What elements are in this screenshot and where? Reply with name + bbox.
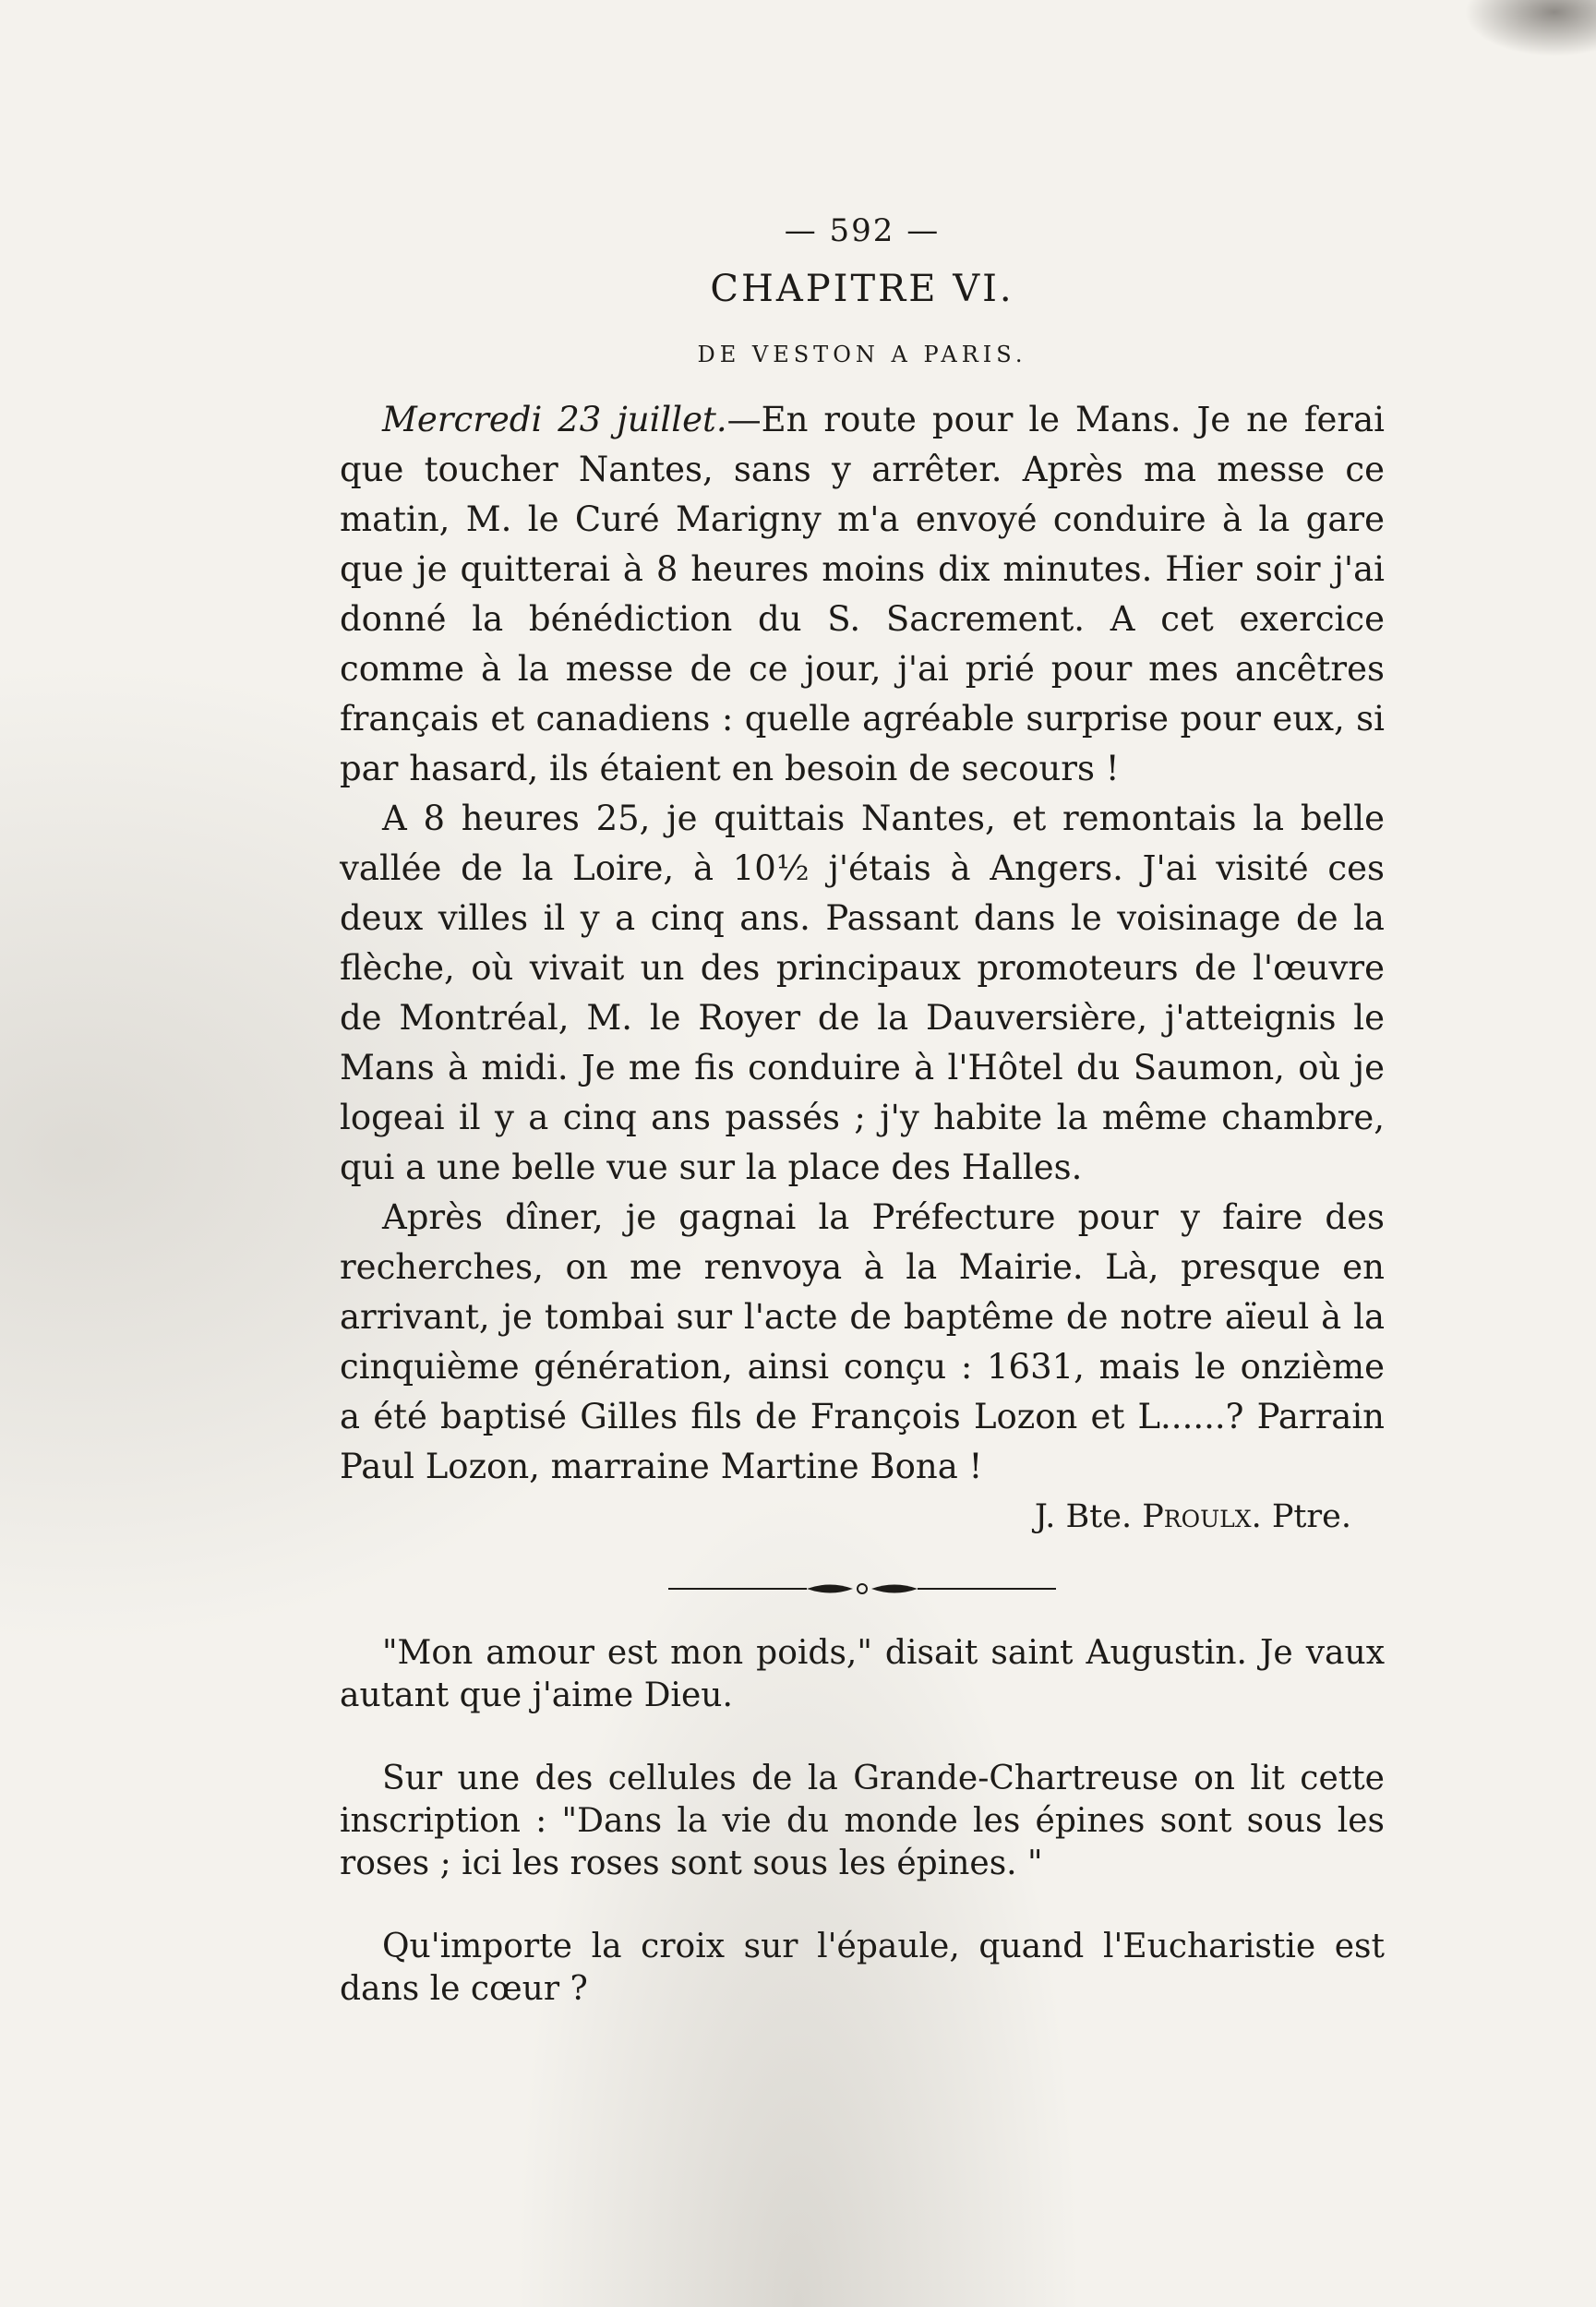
signature-suffix: . Ptre. [1251, 1498, 1351, 1535]
text-block [340, 194, 1385, 2011]
journal-paragraph-2: A 8 heures 25, je quittais Nantes, et remontais la belle vallée de la Loire, à 10½ j'étais à Angers. J'ai visité ces deux villes il y a cinq ans. Passant dans le voisinage de la flèche, où vivait un des principaux promoteurs de l'œuvre de Montréal, M. le Royer de la Dauversière, j'atteignis le Mans à midi. Je me fis conduire à l'Hôtel du Saumon, où je logeai il y a cinq ans passés ; j'y habite la même chambre, qui a une belle vue sur la place des Halles. [340, 799, 1385, 1187]
section-title: DE VESTON A PARIS. [697, 342, 1027, 367]
page-number: — 592 — [784, 212, 941, 249]
signature-name: Proulx [1142, 1498, 1252, 1535]
ornament-divider [668, 1575, 1056, 1603]
chapter-title: CHAPITRE VI. [710, 268, 1014, 310]
spacer [340, 1717, 1385, 1758]
journal-paragraph-3: Après dîner, je gagnai la Préfecture pour y faire des recherches, on me renvoya à la Mairie. Là, presque en arrivant, je tombai sur l'acte de baptême de notre aïeul à la cinquième génération, ainsi conçu : 1631, mais le onzième a été baptisé Gilles fils de François Lozon et L......? Parrain Paul Lozon, marraine Martine Bona ! [340, 1197, 1385, 1486]
journal-paragraph-1-text: —En route pour le Mans. Je ne ferai que toucher Nantes, sans y arrêter. Après ma messe ce matin, M. le Curé Marigny m'a envoyé conduire à la gare que je quitterai à 8 heures moins dix minutes. Hier soir j'ai donné la bénédiction du S. Sacrement. A cet exercice comme à la messe de ce jour, j'ai prié pour mes ancêtres français et canadiens : quelle agréable surprise pour eux, si par hasard, ils étaient en besoin de secours ! [340, 400, 1385, 788]
signature [340, 1492, 1351, 1542]
quote-eucharistie: Qu'importe la croix sur l'épaule, quand l'Eucharistie est dans le cœur ? [340, 1928, 1385, 2008]
journal-paragraph-1 [340, 395, 1385, 794]
spacer [340, 1885, 1385, 1926]
signature-prefix: J. Bte. [1034, 1498, 1143, 1535]
date-label: Mercredi 23 juillet. [382, 400, 727, 439]
quote-chartreuse: Sur une des cellules de la Grande-Chartreuse on lit cette inscription : "Dans la vie du monde les épines sont sous les roses ; ici les roses sont sous les épines. " [340, 1760, 1385, 1882]
page-corner-smudge [1458, 0, 1596, 60]
quote-augustin: "Mon amour est mon poids," disait saint Augustin. Je vaux autant que j'aime Dieu. [340, 1634, 1385, 1714]
